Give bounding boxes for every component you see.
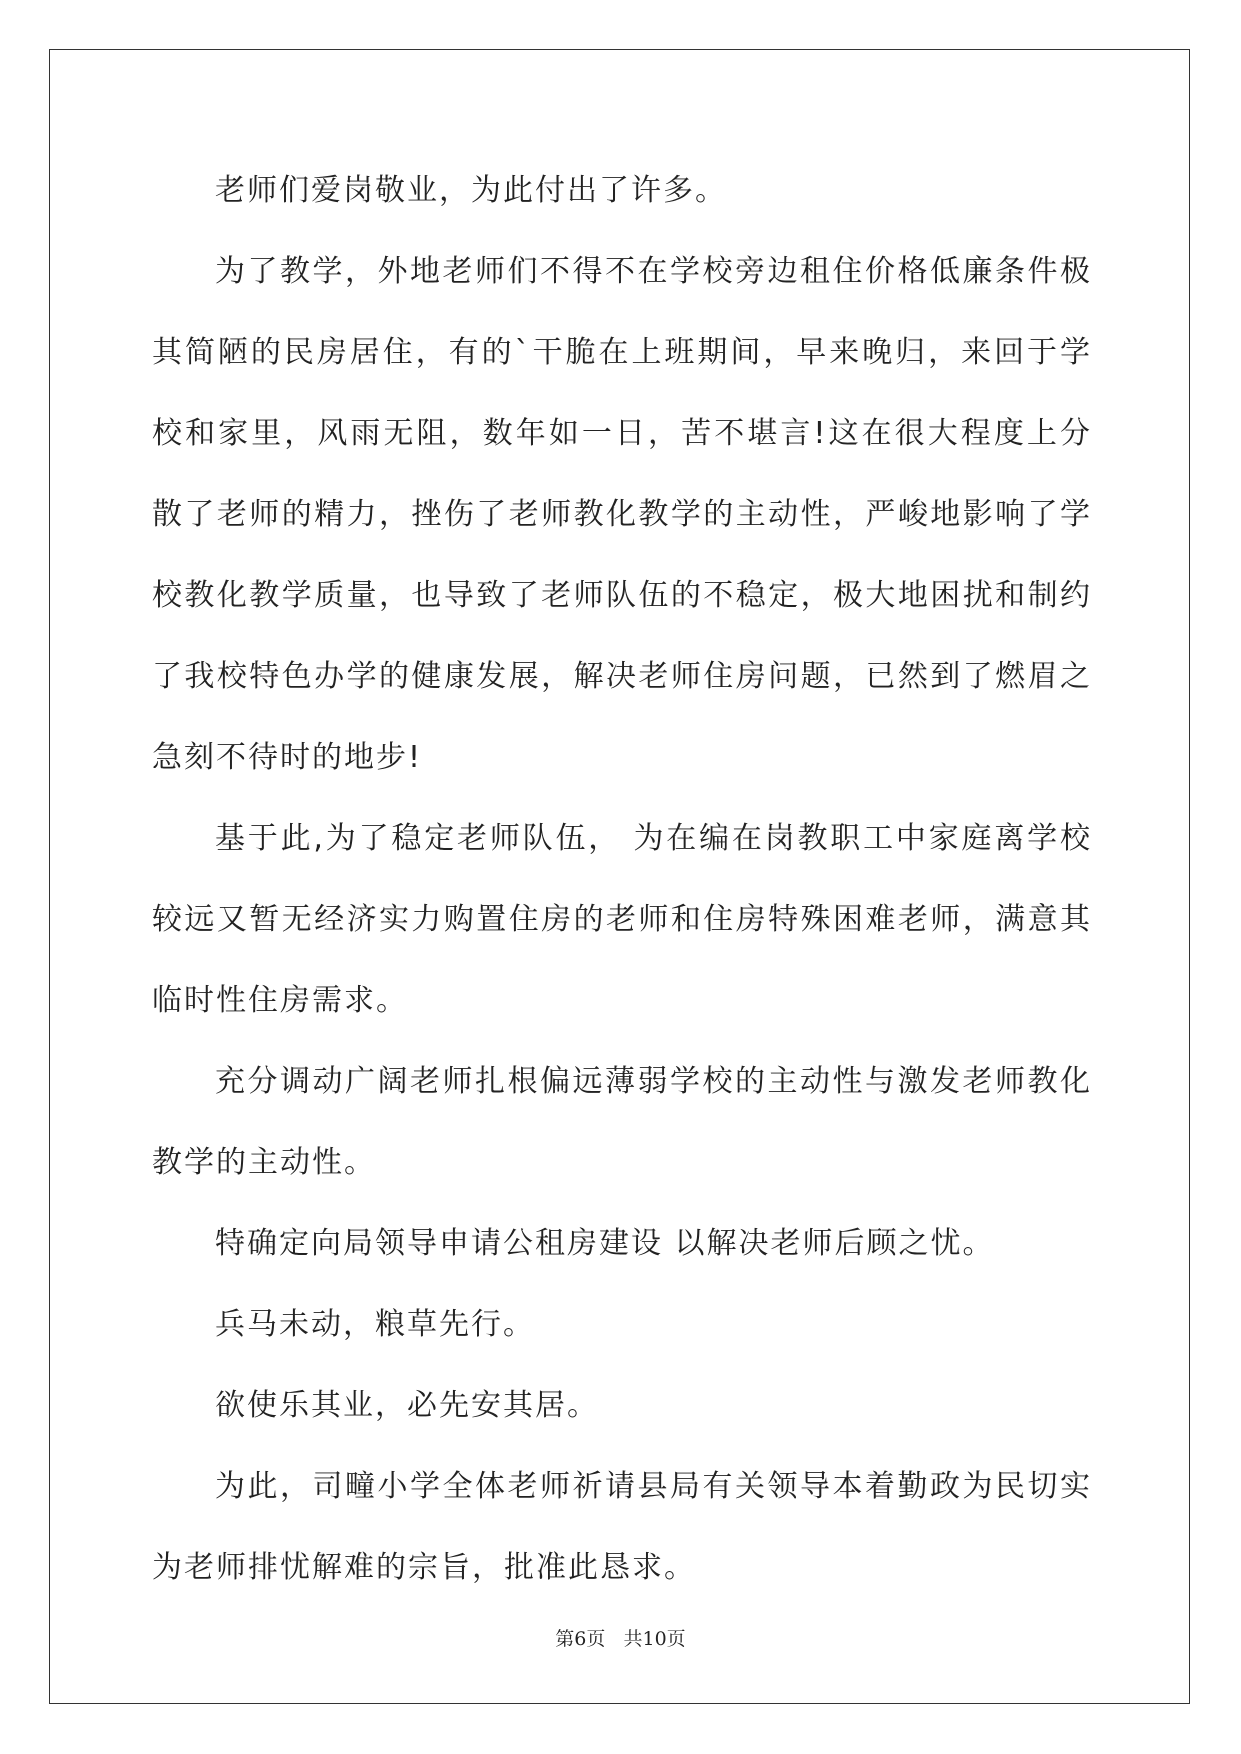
- paragraph-5: 特确定向局领导申请公租房建设 以解决老师后顾之忧。: [215, 1226, 995, 1261]
- paragraph-2: 为了教学，外地老师们不得不在学校旁边租住价格低廉条件极其简陋的民房居住，有的`干脆在上班期间，早来晚归，来回于学校和家里，风雨无阻，数年如一日，苦不堪言!这在很大程度上分散了老师的精力，挫伤了老师教化教学的主动性，严峻地影响了学校教化教学质量，也导致了老师队伍的不稳定，极大地困扰和制约了我校特色办学的健康发展，解决老师住房问题，已然到了燃眉之急刻不待时的地步!: [152, 254, 1092, 775]
- paragraph-1: 老师们爱岗敬业，为此付出了许多。: [215, 173, 727, 208]
- document-body: [152, 150, 1092, 1608]
- paragraph-3: 基于此,为了稳定老师队伍， 为在编在岗教职工中家庭离学校较远又暂无经济实力购置住房的老师和住房特殊困难老师，满意其临时性住房需求。: [152, 821, 1092, 1018]
- paragraph-7: 欲使乐其业，必先安其居。: [215, 1388, 599, 1423]
- paragraph-4: 充分调动广阔老师扎根偏远薄弱学校的主动性与激发老师教化教学的主动性。: [152, 1064, 1092, 1180]
- page-number-footer: 第6页 共10页: [555, 1628, 686, 1650]
- paragraph-8: 为此，司疃小学全体老师祈请县局有关领导本着勤政为民切实为老师排忧解难的宗旨，批准此恳求。: [152, 1469, 1092, 1585]
- paragraph-6: 兵马未动，粮草先行。: [215, 1307, 535, 1342]
